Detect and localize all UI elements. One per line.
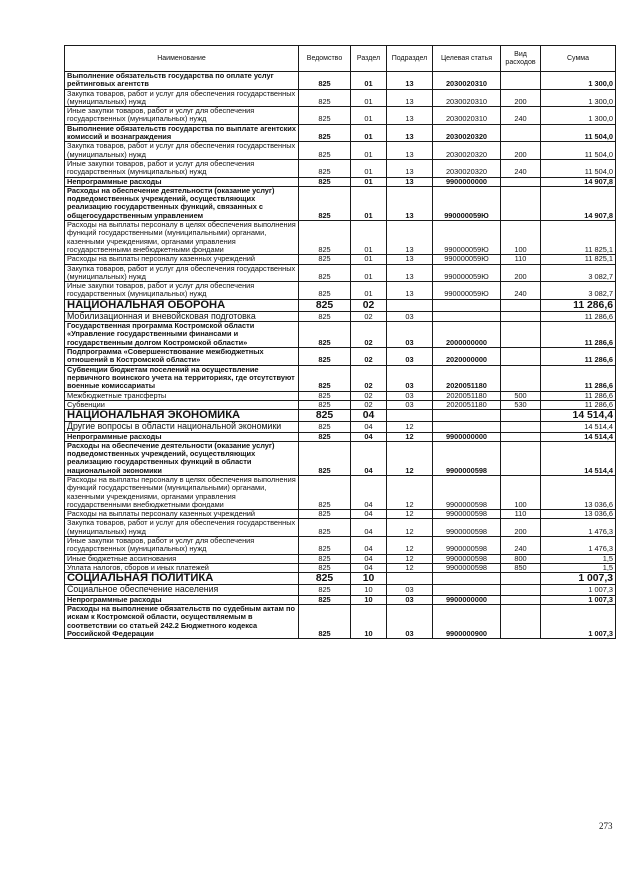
cell-section: 04 [351, 537, 387, 555]
cell-subsection: 13 [387, 72, 433, 90]
cell-kind [501, 348, 541, 366]
cell-subsection: 12 [387, 432, 433, 441]
table-header-row [65, 46, 616, 72]
cell-dept: 825 [299, 186, 351, 220]
cell-sum: 11 504,0 [541, 159, 616, 177]
cell-section: 01 [351, 221, 387, 255]
cell-target: 2030020320 [433, 124, 501, 142]
cell-target: 990000059Ю [433, 221, 501, 255]
cell-target: 9900000000 [433, 177, 501, 186]
table-row [65, 573, 616, 585]
cell-dept: 825 [299, 537, 351, 555]
cell-section: 02 [351, 365, 387, 391]
cell-sum: 1,5 [541, 563, 616, 572]
cell-name: Закупка товаров, работ и услуг для обеспечения государственных (муниципальных) нужд [65, 142, 299, 160]
cell-section: 02 [351, 391, 387, 400]
cell-section: 01 [351, 282, 387, 300]
cell-kind [501, 299, 541, 311]
cell-name: Расходы на выплаты персоналу казенных учреждений [65, 255, 299, 264]
cell-sum: 11 286,6 [541, 400, 616, 409]
cell-dept: 825 [299, 604, 351, 638]
cell-subsection: 13 [387, 107, 433, 125]
cell-sum: 13 036,6 [541, 475, 616, 509]
cell-dept: 825 [299, 441, 351, 475]
cell-dept: 825 [299, 595, 351, 604]
table-row [65, 604, 616, 638]
table-row [65, 72, 616, 90]
cell-section: 02 [351, 322, 387, 348]
cell-subsection: 12 [387, 519, 433, 537]
cell-sum: 14 514,4 [541, 422, 616, 432]
table-row [65, 299, 616, 311]
cell-sum: 1 300,0 [541, 107, 616, 125]
cell-subsection: 03 [387, 365, 433, 391]
cell-sum: 1 007,3 [541, 585, 616, 595]
cell-subsection: 03 [387, 391, 433, 400]
cell-target: 2030020320 [433, 159, 501, 177]
cell-dept: 825 [299, 519, 351, 537]
cell-kind [501, 365, 541, 391]
cell-subsection: 13 [387, 124, 433, 142]
cell-kind [501, 604, 541, 638]
budget-table [64, 45, 616, 639]
cell-name: Закупка товаров, работ и услуг для обеспечения государственных (муниципальных) нужд [65, 519, 299, 537]
cell-subsection: 03 [387, 400, 433, 409]
cell-subsection: 03 [387, 604, 433, 638]
cell-name: Подпрограмма «Совершенствование межбюджетных отношений в Костромской области» [65, 348, 299, 366]
cell-kind: 110 [501, 255, 541, 264]
cell-target: 990000059Ю [433, 282, 501, 300]
cell-kind: 240 [501, 282, 541, 300]
cell-dept: 825 [299, 255, 351, 264]
cell-dept: 825 [299, 311, 351, 321]
cell-dept: 825 [299, 89, 351, 107]
cell-target: 9900000598 [433, 563, 501, 572]
cell-kind [501, 177, 541, 186]
cell-sum: 1,5 [541, 554, 616, 563]
cell-dept: 825 [299, 159, 351, 177]
cell-name: Иные бюджетные ассигнования [65, 554, 299, 563]
header-subsection: Подраздел [387, 46, 433, 72]
cell-target: 2030020310 [433, 89, 501, 107]
cell-name: Другие вопросы в области национальной экономики [65, 422, 299, 432]
table-row [65, 255, 616, 264]
cell-section: 04 [351, 441, 387, 475]
cell-kind: 800 [501, 554, 541, 563]
table-row [65, 441, 616, 475]
cell-name: Иные закупки товаров, работ и услуг для обеспечения государственных (муниципальных) нужд [65, 107, 299, 125]
cell-target [433, 410, 501, 422]
table-row [65, 159, 616, 177]
cell-sum: 3 082,7 [541, 282, 616, 300]
cell-sum: 1 300,0 [541, 89, 616, 107]
cell-name: Закупка товаров, работ и услуг для обеспечения государственных (муниципальных) нужд [65, 89, 299, 107]
table-row [65, 124, 616, 142]
cell-sum: 1 007,3 [541, 573, 616, 585]
cell-sum: 1 007,3 [541, 595, 616, 604]
cell-kind [501, 422, 541, 432]
cell-kind [501, 311, 541, 321]
cell-target: 2000000000 [433, 322, 501, 348]
cell-section: 04 [351, 432, 387, 441]
cell-target: 990000059Ю [433, 255, 501, 264]
cell-name: Уплата налогов, сборов и иных платежей [65, 563, 299, 572]
cell-section: 02 [351, 299, 387, 311]
cell-name: Расходы на выплаты персоналу в целях обеспечения выполнения функций государственными (муниципальными) органами, казенными учреждениями, органами управления государственными внебюджетными фондами [65, 221, 299, 255]
header-sum: Сумма [541, 46, 616, 72]
cell-sum: 14 514,4 [541, 441, 616, 475]
cell-section: 01 [351, 186, 387, 220]
cell-target: 2020051180 [433, 365, 501, 391]
cell-section: 01 [351, 124, 387, 142]
table-row [65, 410, 616, 422]
table-row [65, 322, 616, 348]
cell-sum: 1 476,3 [541, 537, 616, 555]
cell-section: 01 [351, 255, 387, 264]
cell-subsection: 12 [387, 510, 433, 519]
cell-kind: 200 [501, 264, 541, 282]
cell-subsection [387, 299, 433, 311]
cell-name: СОЦИАЛЬНАЯ ПОЛИТИКА [65, 573, 299, 585]
cell-kind [501, 186, 541, 220]
cell-dept: 825 [299, 264, 351, 282]
cell-sum: 14 907,8 [541, 186, 616, 220]
table-row [65, 475, 616, 509]
cell-name: Непрограммные расходы [65, 432, 299, 441]
cell-subsection: 03 [387, 595, 433, 604]
cell-target: 990000059Ю [433, 264, 501, 282]
cell-subsection: 03 [387, 348, 433, 366]
cell-dept: 825 [299, 573, 351, 585]
cell-section: 01 [351, 264, 387, 282]
cell-name: Расходы на выполнение обязательств по судебным актам по искам к Костромской области, осуществляемым в соответствии со статьей 242.2 Бюджетного кодекса Российской Федерации [65, 604, 299, 638]
cell-sum: 11 286,6 [541, 348, 616, 366]
cell-dept: 825 [299, 475, 351, 509]
cell-section: 10 [351, 585, 387, 595]
cell-kind: 850 [501, 563, 541, 572]
cell-subsection: 12 [387, 563, 433, 572]
cell-dept: 825 [299, 391, 351, 400]
cell-sum: 13 036,6 [541, 510, 616, 519]
table-row [65, 282, 616, 300]
cell-section: 01 [351, 159, 387, 177]
cell-dept: 825 [299, 432, 351, 441]
cell-name: Межбюджетные трансферты [65, 391, 299, 400]
cell-subsection: 03 [387, 585, 433, 595]
cell-sum: 14 514,4 [541, 410, 616, 422]
cell-name: Выполнение обязательств государства по выплате агентских комиссий и вознаграждения [65, 124, 299, 142]
cell-section: 04 [351, 563, 387, 572]
cell-target: 9900000598 [433, 441, 501, 475]
cell-sum: 1 007,3 [541, 604, 616, 638]
cell-section: 01 [351, 177, 387, 186]
cell-sum: 1 476,3 [541, 519, 616, 537]
table-row [65, 177, 616, 186]
cell-section: 04 [351, 510, 387, 519]
cell-kind: 240 [501, 537, 541, 555]
cell-name: Непрограммные расходы [65, 177, 299, 186]
cell-target: 2020051180 [433, 400, 501, 409]
header-section: Раздел [351, 46, 387, 72]
cell-target: 9900000000 [433, 595, 501, 604]
table-row [65, 89, 616, 107]
cell-kind: 240 [501, 107, 541, 125]
cell-target: 9900000598 [433, 554, 501, 563]
cell-target: 9900000900 [433, 604, 501, 638]
cell-subsection: 13 [387, 177, 433, 186]
cell-section: 01 [351, 89, 387, 107]
table-row [65, 186, 616, 220]
cell-name: Расходы на выплаты персоналу казенных учреждений [65, 510, 299, 519]
cell-target [433, 585, 501, 595]
table-row [65, 221, 616, 255]
cell-subsection: 13 [387, 186, 433, 220]
table-row [65, 391, 616, 400]
cell-target: 9900000000 [433, 432, 501, 441]
cell-dept: 825 [299, 400, 351, 409]
table-row [65, 311, 616, 321]
cell-target [433, 299, 501, 311]
cell-kind: 200 [501, 142, 541, 160]
table-row [65, 519, 616, 537]
cell-sum: 11 286,6 [541, 311, 616, 321]
cell-section: 01 [351, 107, 387, 125]
cell-subsection: 12 [387, 422, 433, 432]
cell-subsection: 03 [387, 322, 433, 348]
cell-subsection: 13 [387, 221, 433, 255]
cell-target: 9900000598 [433, 475, 501, 509]
header-target: Целевая статья [433, 46, 501, 72]
cell-subsection: 12 [387, 441, 433, 475]
cell-name: Мобилизационная и вневойсковая подготовка [65, 311, 299, 321]
cell-section: 10 [351, 573, 387, 585]
cell-target: 2020051180 [433, 391, 501, 400]
cell-kind: 530 [501, 400, 541, 409]
cell-target: 2030020310 [433, 107, 501, 125]
cell-target: 2020000000 [433, 348, 501, 366]
cell-name: Расходы на выплаты персоналу в целях обеспечения выполнения функций государственными (муниципальными) органами, казенными учреждениями, органами управления государственными внебюджетными фондами [65, 475, 299, 509]
cell-kind [501, 410, 541, 422]
cell-target: 9900000598 [433, 537, 501, 555]
cell-subsection: 13 [387, 255, 433, 264]
header-dept: Ведомство [299, 46, 351, 72]
cell-kind: 110 [501, 510, 541, 519]
cell-name: Расходы на обеспечение деятельности (оказание услуг) подведомственных учреждений, осуществляющих реализацию государственных функций, связанных с общегосударственным управлением [65, 186, 299, 220]
table-row [65, 432, 616, 441]
cell-kind [501, 322, 541, 348]
cell-subsection [387, 573, 433, 585]
cell-dept: 825 [299, 510, 351, 519]
cell-subsection: 13 [387, 282, 433, 300]
cell-sum: 14 907,8 [541, 177, 616, 186]
cell-kind: 100 [501, 475, 541, 509]
cell-subsection: 13 [387, 142, 433, 160]
cell-subsection: 13 [387, 89, 433, 107]
cell-kind [501, 441, 541, 475]
cell-name: Расходы на обеспечение деятельности (оказание услуг) подведомственных учреждений, осуществляющих реализацию государственных функций в области национальной экономики [65, 441, 299, 475]
cell-sum: 14 514,4 [541, 432, 616, 441]
cell-subsection: 03 [387, 311, 433, 321]
cell-section: 02 [351, 311, 387, 321]
cell-subsection [387, 410, 433, 422]
cell-kind [501, 595, 541, 604]
cell-kind [501, 124, 541, 142]
cell-name: Иные закупки товаров, работ и услуг для обеспечения государственных (муниципальных) нужд [65, 159, 299, 177]
cell-dept: 825 [299, 365, 351, 391]
cell-kind [501, 585, 541, 595]
cell-kind [501, 573, 541, 585]
table-row [65, 264, 616, 282]
cell-name: Иные закупки товаров, работ и услуг для обеспечения государственных (муниципальных) нужд [65, 282, 299, 300]
cell-kind: 200 [501, 89, 541, 107]
cell-target: 2030020320 [433, 142, 501, 160]
page-number: 273 [599, 821, 613, 831]
cell-section: 04 [351, 554, 387, 563]
cell-target: 2030020310 [433, 72, 501, 90]
cell-dept: 825 [299, 221, 351, 255]
cell-dept: 825 [299, 124, 351, 142]
cell-dept: 825 [299, 142, 351, 160]
cell-kind [501, 72, 541, 90]
table-row [65, 348, 616, 366]
cell-name: Выполнение обязательств государства по оплате услуг рейтинговых агентств [65, 72, 299, 90]
cell-dept: 825 [299, 282, 351, 300]
cell-section: 04 [351, 475, 387, 509]
cell-name: Закупка товаров, работ и услуг для обеспечения государственных (муниципальных) нужд [65, 264, 299, 282]
cell-dept: 825 [299, 585, 351, 595]
cell-kind: 500 [501, 391, 541, 400]
cell-subsection: 12 [387, 475, 433, 509]
cell-name: Иные закупки товаров, работ и услуг для обеспечения государственных (муниципальных) нужд [65, 537, 299, 555]
cell-name: Субвенции бюджетам поселений на осуществление первичного воинского учета на территориях, где отсутствуют военные комиссариаты [65, 365, 299, 391]
cell-dept: 825 [299, 72, 351, 90]
cell-name: НАЦИОНАЛЬНАЯ ОБОРОНА [65, 299, 299, 311]
cell-name: Государственная программа Костромской области «Управление государственными финансами и государственным долгом Костромской области» [65, 322, 299, 348]
cell-target [433, 311, 501, 321]
cell-dept: 825 [299, 422, 351, 432]
cell-section: 02 [351, 400, 387, 409]
table-row [65, 585, 616, 595]
cell-kind: 240 [501, 159, 541, 177]
cell-sum: 11 504,0 [541, 142, 616, 160]
cell-sum: 3 082,7 [541, 264, 616, 282]
cell-section: 04 [351, 519, 387, 537]
table-row [65, 142, 616, 160]
cell-target: 9900000598 [433, 510, 501, 519]
cell-dept: 825 [299, 348, 351, 366]
cell-sum: 1 300,0 [541, 72, 616, 90]
table-row [65, 537, 616, 555]
cell-dept: 825 [299, 410, 351, 422]
cell-sum: 11 286,6 [541, 365, 616, 391]
cell-subsection: 12 [387, 537, 433, 555]
cell-kind: 100 [501, 221, 541, 255]
cell-sum: 11 825,1 [541, 255, 616, 264]
cell-target [433, 422, 501, 432]
cell-name: НАЦИОНАЛЬНАЯ ЭКОНОМИКА [65, 410, 299, 422]
cell-subsection: 12 [387, 554, 433, 563]
cell-dept: 825 [299, 554, 351, 563]
cell-section: 10 [351, 604, 387, 638]
cell-section: 04 [351, 410, 387, 422]
cell-dept: 825 [299, 563, 351, 572]
cell-sum: 11 825,1 [541, 221, 616, 255]
cell-name: Социальное обеспечение населения [65, 585, 299, 595]
cell-sum: 11 286,6 [541, 322, 616, 348]
header-name: Наименование [65, 46, 299, 72]
cell-section: 02 [351, 348, 387, 366]
cell-dept: 825 [299, 107, 351, 125]
cell-dept: 825 [299, 299, 351, 311]
cell-section: 01 [351, 72, 387, 90]
table-row [65, 107, 616, 125]
table-body [65, 72, 616, 639]
cell-subsection: 13 [387, 159, 433, 177]
cell-sum: 11 286,6 [541, 391, 616, 400]
cell-subsection: 13 [387, 264, 433, 282]
cell-section: 04 [351, 422, 387, 432]
cell-target: 990000059Ю [433, 186, 501, 220]
header-kind: Вид расходов [501, 46, 541, 72]
cell-dept: 825 [299, 177, 351, 186]
cell-name: Субвенции [65, 400, 299, 409]
table-row [65, 365, 616, 391]
cell-kind: 200 [501, 519, 541, 537]
cell-section: 10 [351, 595, 387, 604]
cell-section: 01 [351, 142, 387, 160]
cell-target: 9900000598 [433, 519, 501, 537]
cell-sum: 11 504,0 [541, 124, 616, 142]
cell-target [433, 573, 501, 585]
cell-name: Непрограммные расходы [65, 595, 299, 604]
cell-kind [501, 432, 541, 441]
cell-sum: 11 286,6 [541, 299, 616, 311]
cell-dept: 825 [299, 322, 351, 348]
table-row [65, 422, 616, 432]
